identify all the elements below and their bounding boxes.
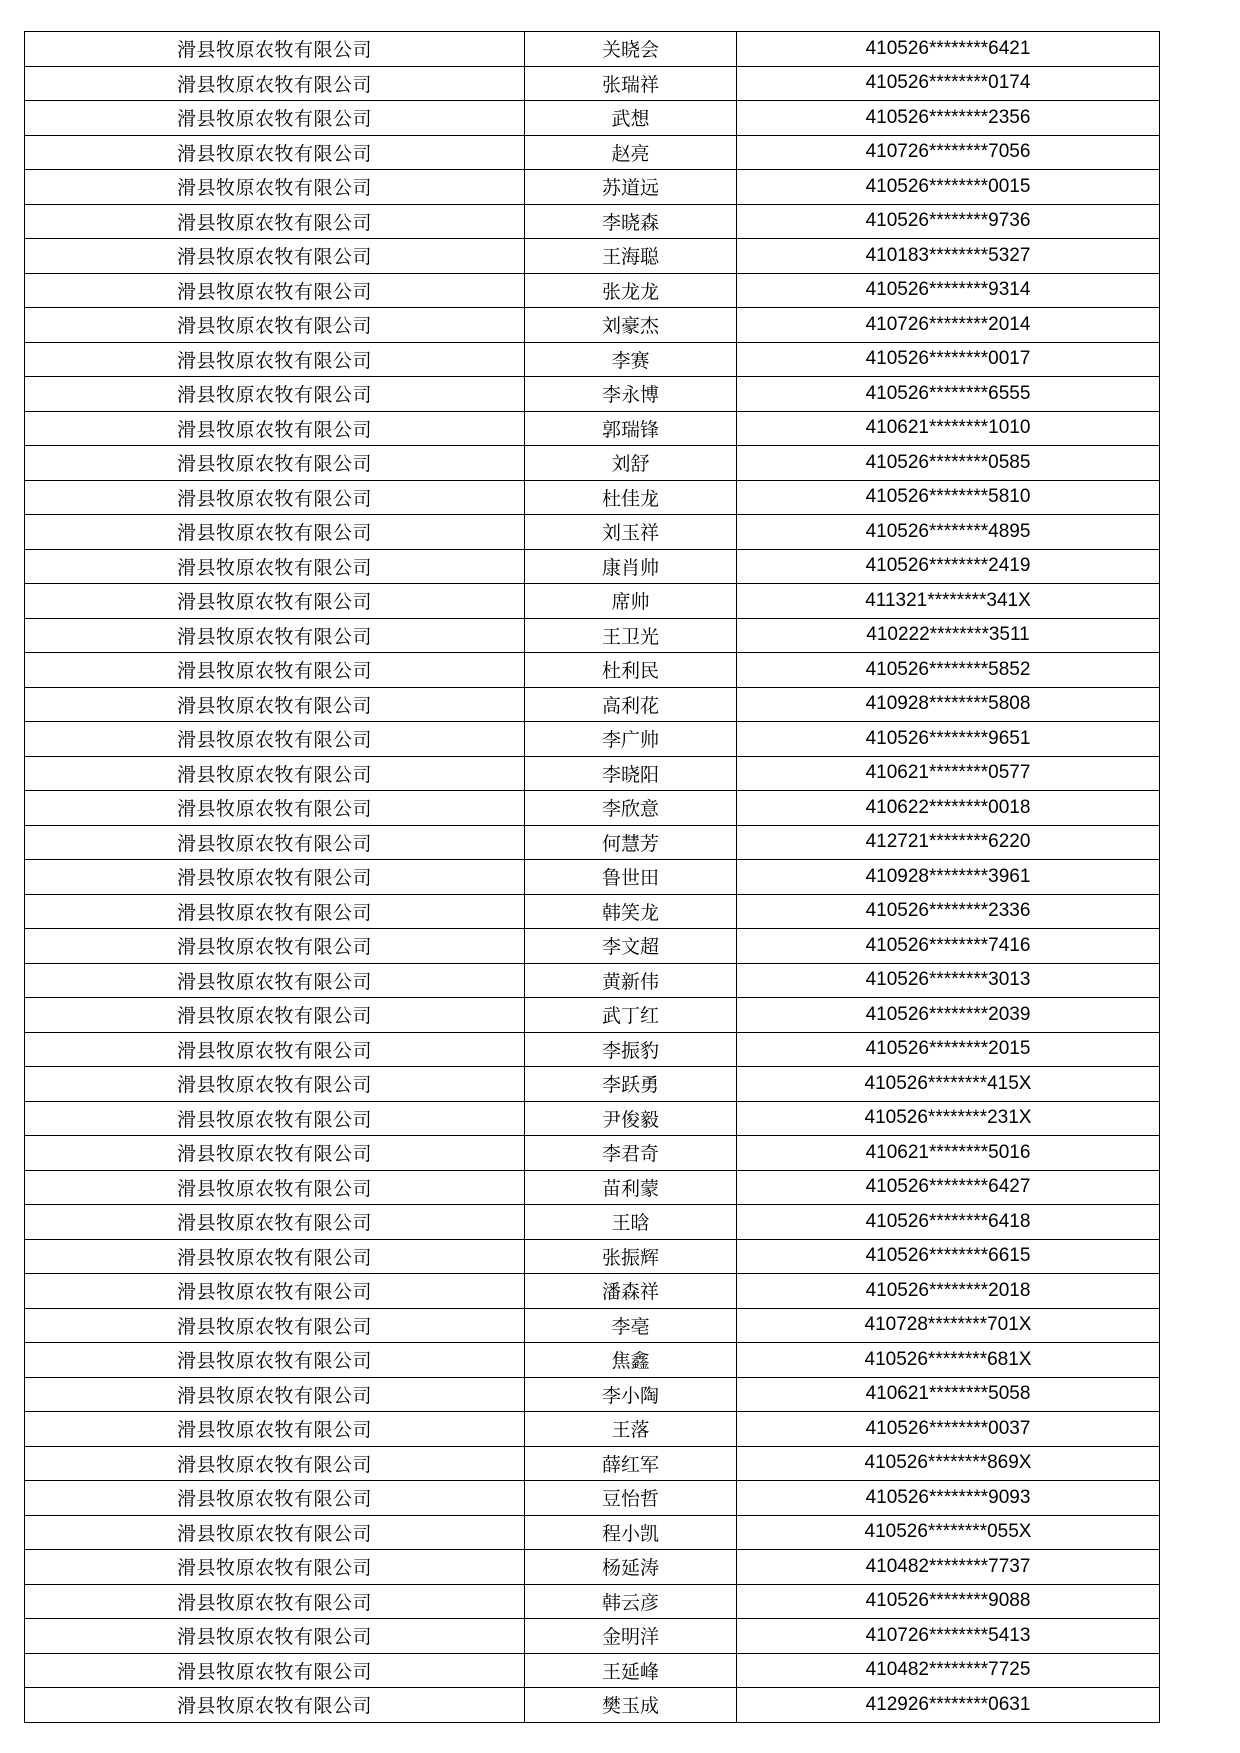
table-row	[25, 204, 1160, 239]
name-cell: 张龙龙	[525, 273, 737, 308]
id-number-cell: 410621********5058	[737, 1377, 1160, 1412]
company-cell: 滑县牧原农牧有限公司	[25, 66, 525, 101]
table-row	[25, 480, 1160, 515]
id-number-cell: 410526********231X	[737, 1101, 1160, 1136]
name-cell: 李小陶	[525, 1377, 737, 1412]
name-cell: 武丁红	[525, 998, 737, 1033]
name-cell: 樊玉成	[525, 1688, 737, 1723]
table-row	[25, 1136, 1160, 1171]
id-number-cell: 410621********5016	[737, 1136, 1160, 1171]
table-row	[25, 1377, 1160, 1412]
company-cell: 滑县牧原农牧有限公司	[25, 963, 525, 998]
company-cell: 滑县牧原农牧有限公司	[25, 1688, 525, 1723]
company-cell: 滑县牧原农牧有限公司	[25, 1446, 525, 1481]
name-cell: 刘玉祥	[525, 515, 737, 550]
name-cell: 杜利民	[525, 653, 737, 688]
table-row	[25, 963, 1160, 998]
id-number-cell: 411321********341X	[737, 584, 1160, 619]
id-number-cell: 410526********9088	[737, 1584, 1160, 1619]
name-cell: 康肖帅	[525, 549, 737, 584]
name-cell: 关晓会	[525, 32, 737, 67]
name-cell: 焦鑫	[525, 1343, 737, 1378]
table-row	[25, 1653, 1160, 1688]
table-row	[25, 756, 1160, 791]
company-cell: 滑县牧原农牧有限公司	[25, 308, 525, 343]
company-cell: 滑县牧原农牧有限公司	[25, 549, 525, 584]
id-number-cell: 410482********7725	[737, 1653, 1160, 1688]
id-number-cell: 410526********3013	[737, 963, 1160, 998]
id-number-cell: 410526********2018	[737, 1274, 1160, 1309]
id-number-cell: 410526********869X	[737, 1446, 1160, 1481]
id-number-cell: 410526********681X	[737, 1343, 1160, 1378]
company-cell: 滑县牧原农牧有限公司	[25, 791, 525, 826]
id-number-cell: 410526********5852	[737, 653, 1160, 688]
id-number-cell: 410526********0174	[737, 66, 1160, 101]
name-cell: 韩云彦	[525, 1584, 737, 1619]
table-row	[25, 1067, 1160, 1102]
id-number-cell: 410526********0017	[737, 342, 1160, 377]
company-cell: 滑县牧原农牧有限公司	[25, 998, 525, 1033]
table-row	[25, 1343, 1160, 1378]
company-cell: 滑县牧原农牧有限公司	[25, 1619, 525, 1654]
table-row	[25, 32, 1160, 67]
company-cell: 滑县牧原农牧有限公司	[25, 653, 525, 688]
company-cell: 滑县牧原农牧有限公司	[25, 1481, 525, 1516]
id-number-cell: 410526********6421	[737, 32, 1160, 67]
table-row	[25, 584, 1160, 619]
name-cell: 金明洋	[525, 1619, 737, 1654]
table-row	[25, 1619, 1160, 1654]
table-row	[25, 1550, 1160, 1585]
table-row	[25, 342, 1160, 377]
id-number-cell: 410621********0577	[737, 756, 1160, 791]
id-number-cell: 410526********2336	[737, 894, 1160, 929]
company-cell: 滑县牧原农牧有限公司	[25, 1032, 525, 1067]
table-row	[25, 135, 1160, 170]
name-cell: 杨延涛	[525, 1550, 737, 1585]
id-number-cell: 410526********2039	[737, 998, 1160, 1033]
id-number-cell: 410526********5810	[737, 480, 1160, 515]
name-cell: 韩笑龙	[525, 894, 737, 929]
table-row	[25, 791, 1160, 826]
id-number-cell: 410526********0585	[737, 446, 1160, 481]
id-number-cell: 410526********055X	[737, 1515, 1160, 1550]
company-cell: 滑县牧原农牧有限公司	[25, 101, 525, 136]
company-cell: 滑县牧原农牧有限公司	[25, 135, 525, 170]
company-cell: 滑县牧原农牧有限公司	[25, 860, 525, 895]
company-cell: 滑县牧原农牧有限公司	[25, 377, 525, 412]
company-cell: 滑县牧原农牧有限公司	[25, 32, 525, 67]
id-number-cell: 410526********2356	[737, 101, 1160, 136]
name-cell: 高利花	[525, 687, 737, 722]
id-number-cell: 410526********9651	[737, 722, 1160, 757]
id-number-cell: 410526********9314	[737, 273, 1160, 308]
id-number-cell: 410726********2014	[737, 308, 1160, 343]
table-row	[25, 1308, 1160, 1343]
roster-table-body	[25, 32, 1160, 1723]
company-cell: 滑县牧原农牧有限公司	[25, 515, 525, 550]
name-cell: 尹俊毅	[525, 1101, 737, 1136]
name-cell: 李亳	[525, 1308, 737, 1343]
name-cell: 苏道远	[525, 170, 737, 205]
table-row	[25, 1101, 1160, 1136]
table-row	[25, 308, 1160, 343]
name-cell: 何慧芳	[525, 825, 737, 860]
id-number-cell: 410526********0015	[737, 170, 1160, 205]
name-cell: 李赛	[525, 342, 737, 377]
company-cell: 滑县牧原农牧有限公司	[25, 825, 525, 860]
name-cell: 潘森祥	[525, 1274, 737, 1309]
name-cell: 王卫光	[525, 618, 737, 653]
name-cell: 李永博	[525, 377, 737, 412]
company-cell: 滑县牧原农牧有限公司	[25, 1584, 525, 1619]
name-cell: 鲁世田	[525, 860, 737, 895]
id-number-cell: 410526********7416	[737, 929, 1160, 964]
id-number-cell: 410526********2015	[737, 1032, 1160, 1067]
id-number-cell: 410526********2419	[737, 549, 1160, 584]
table-row	[25, 170, 1160, 205]
name-cell: 苗利蒙	[525, 1170, 737, 1205]
table-row	[25, 825, 1160, 860]
name-cell: 赵亮	[525, 135, 737, 170]
id-number-cell: 410726********7056	[737, 135, 1160, 170]
company-cell: 滑县牧原农牧有限公司	[25, 1205, 525, 1240]
name-cell: 王海聪	[525, 239, 737, 274]
id-number-cell: 410526********9093	[737, 1481, 1160, 1516]
company-cell: 滑县牧原农牧有限公司	[25, 204, 525, 239]
id-number-cell: 410183********5327	[737, 239, 1160, 274]
table-row	[25, 273, 1160, 308]
id-number-cell: 410726********5413	[737, 1619, 1160, 1654]
id-number-cell: 410621********1010	[737, 411, 1160, 446]
company-cell: 滑县牧原农牧有限公司	[25, 342, 525, 377]
name-cell: 李君奇	[525, 1136, 737, 1171]
name-cell: 武想	[525, 101, 737, 136]
name-cell: 张瑞祥	[525, 66, 737, 101]
company-cell: 滑县牧原农牧有限公司	[25, 170, 525, 205]
name-cell: 王延峰	[525, 1653, 737, 1688]
name-cell: 杜佳龙	[525, 480, 737, 515]
table-row	[25, 377, 1160, 412]
company-cell: 滑县牧原农牧有限公司	[25, 1550, 525, 1585]
id-number-cell: 410928********5808	[737, 687, 1160, 722]
table-row	[25, 1274, 1160, 1309]
table-row	[25, 1584, 1160, 1619]
name-cell: 黄新伟	[525, 963, 737, 998]
id-number-cell: 410526********0037	[737, 1412, 1160, 1447]
name-cell: 郭瑞锋	[525, 411, 737, 446]
table-row	[25, 1446, 1160, 1481]
id-number-cell: 410526********6427	[737, 1170, 1160, 1205]
company-cell: 滑县牧原农牧有限公司	[25, 273, 525, 308]
table-row	[25, 1481, 1160, 1516]
table-row	[25, 929, 1160, 964]
table-row	[25, 687, 1160, 722]
company-cell: 滑县牧原农牧有限公司	[25, 1067, 525, 1102]
table-row	[25, 860, 1160, 895]
name-cell: 薛红军	[525, 1446, 737, 1481]
company-cell: 滑县牧原农牧有限公司	[25, 239, 525, 274]
company-cell: 滑县牧原农牧有限公司	[25, 1653, 525, 1688]
id-number-cell: 412926********0631	[737, 1688, 1160, 1723]
id-number-cell: 410526********6555	[737, 377, 1160, 412]
id-number-cell: 410928********3961	[737, 860, 1160, 895]
company-cell: 滑县牧原农牧有限公司	[25, 1377, 525, 1412]
name-cell: 王晗	[525, 1205, 737, 1240]
table-row	[25, 1032, 1160, 1067]
table-row	[25, 1239, 1160, 1274]
company-cell: 滑县牧原农牧有限公司	[25, 1308, 525, 1343]
name-cell: 刘豪杰	[525, 308, 737, 343]
name-cell: 李晓森	[525, 204, 737, 239]
table-row	[25, 101, 1160, 136]
name-cell: 王落	[525, 1412, 737, 1447]
table-row	[25, 998, 1160, 1033]
id-number-cell: 410482********7737	[737, 1550, 1160, 1585]
name-cell: 李广帅	[525, 722, 737, 757]
company-cell: 滑县牧原农牧有限公司	[25, 1239, 525, 1274]
table-row	[25, 1170, 1160, 1205]
name-cell: 张振辉	[525, 1239, 737, 1274]
table-row	[25, 66, 1160, 101]
table-row	[25, 446, 1160, 481]
table-row	[25, 239, 1160, 274]
id-number-cell: 410526********9736	[737, 204, 1160, 239]
company-cell: 滑县牧原农牧有限公司	[25, 894, 525, 929]
company-cell: 滑县牧原农牧有限公司	[25, 1274, 525, 1309]
name-cell: 李晓阳	[525, 756, 737, 791]
company-cell: 滑县牧原农牧有限公司	[25, 722, 525, 757]
name-cell: 席帅	[525, 584, 737, 619]
table-row	[25, 618, 1160, 653]
name-cell: 刘舒	[525, 446, 737, 481]
id-number-cell: 410526********415X	[737, 1067, 1160, 1102]
table-row	[25, 894, 1160, 929]
table-row	[25, 1205, 1160, 1240]
company-cell: 滑县牧原农牧有限公司	[25, 446, 525, 481]
company-cell: 滑县牧原农牧有限公司	[25, 687, 525, 722]
name-cell: 李跃勇	[525, 1067, 737, 1102]
id-number-cell: 410526********6418	[737, 1205, 1160, 1240]
table-row	[25, 549, 1160, 584]
name-cell: 豆怡哲	[525, 1481, 737, 1516]
company-cell: 滑县牧原农牧有限公司	[25, 1101, 525, 1136]
name-cell: 程小凯	[525, 1515, 737, 1550]
name-cell: 李文超	[525, 929, 737, 964]
name-cell: 李振豹	[525, 1032, 737, 1067]
id-number-cell: 410222********3511	[737, 618, 1160, 653]
table-row	[25, 1515, 1160, 1550]
company-cell: 滑县牧原农牧有限公司	[25, 1343, 525, 1378]
company-cell: 滑县牧原农牧有限公司	[25, 618, 525, 653]
company-cell: 滑县牧原农牧有限公司	[25, 411, 525, 446]
table-row	[25, 411, 1160, 446]
id-number-cell: 410526********6615	[737, 1239, 1160, 1274]
roster-table	[24, 31, 1160, 1723]
company-cell: 滑县牧原农牧有限公司	[25, 929, 525, 964]
company-cell: 滑县牧原农牧有限公司	[25, 584, 525, 619]
name-cell: 李欣意	[525, 791, 737, 826]
id-number-cell: 410622********0018	[737, 791, 1160, 826]
company-cell: 滑县牧原农牧有限公司	[25, 1170, 525, 1205]
company-cell: 滑县牧原农牧有限公司	[25, 1412, 525, 1447]
table-row	[25, 722, 1160, 757]
company-cell: 滑县牧原农牧有限公司	[25, 1136, 525, 1171]
table-row	[25, 1412, 1160, 1447]
company-cell: 滑县牧原农牧有限公司	[25, 756, 525, 791]
table-row	[25, 653, 1160, 688]
id-number-cell: 410728********701X	[737, 1308, 1160, 1343]
company-cell: 滑县牧原农牧有限公司	[25, 480, 525, 515]
id-number-cell: 412721********6220	[737, 825, 1160, 860]
company-cell: 滑县牧原农牧有限公司	[25, 1515, 525, 1550]
table-row	[25, 1688, 1160, 1723]
id-number-cell: 410526********4895	[737, 515, 1160, 550]
table-row	[25, 515, 1160, 550]
